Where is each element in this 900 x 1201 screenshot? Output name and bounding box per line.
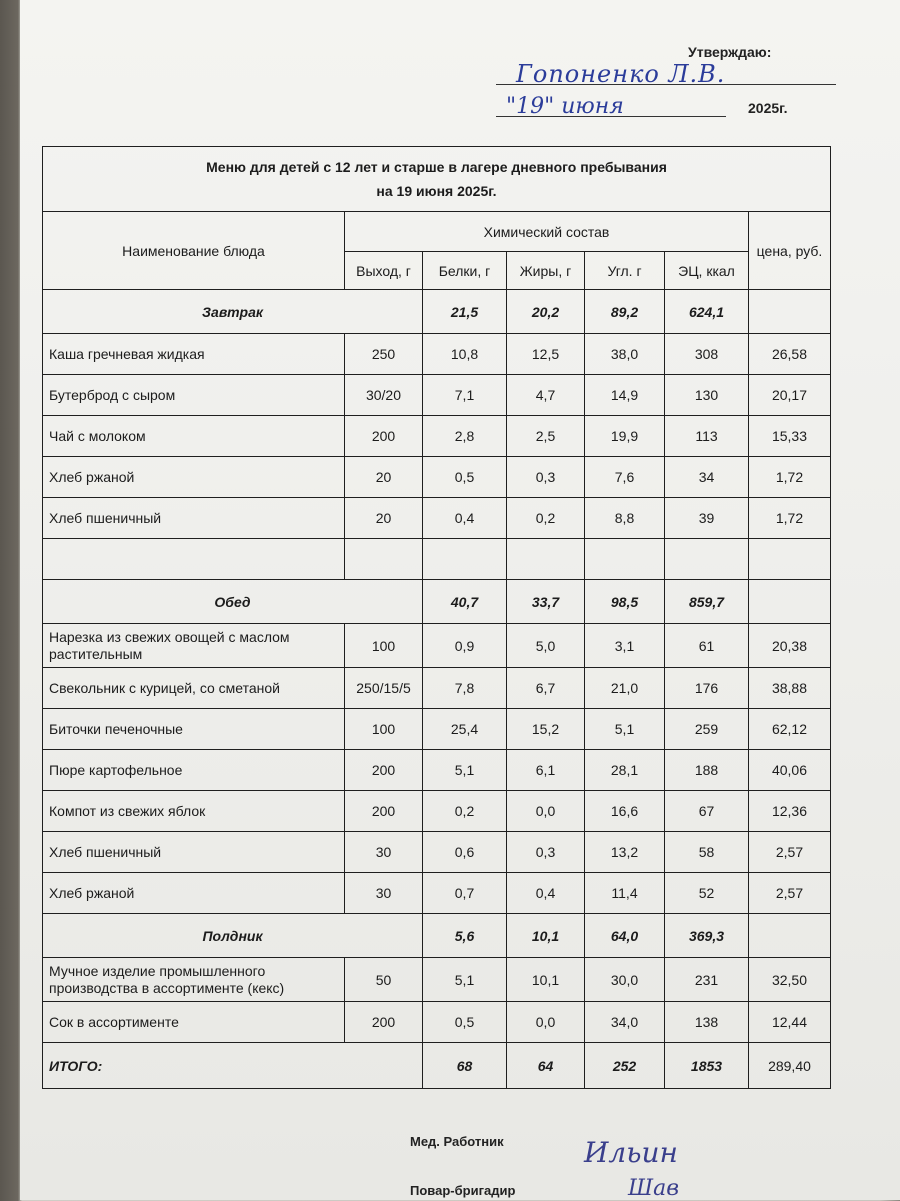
dish-yield: 200 <box>345 750 423 791</box>
dish-yield: 20 <box>345 457 423 498</box>
dish-yield: 20 <box>345 498 423 539</box>
dish-name: Биточки печеночные <box>43 709 345 750</box>
dish-carb: 19,9 <box>585 416 665 457</box>
dish-protein: 5,1 <box>423 958 507 1002</box>
total-fat: 64 <box>507 1043 585 1089</box>
dish-price: 12,36 <box>749 791 831 832</box>
dish-energy: 58 <box>665 832 749 873</box>
dish-price: 15,33 <box>749 416 831 457</box>
table-row <box>43 873 831 914</box>
col-header-chem: Химический состав <box>345 212 749 252</box>
dish-price: 12,44 <box>749 1002 831 1043</box>
dish-price <box>749 539 831 580</box>
col-header-yield: Выход, г <box>345 252 423 290</box>
dish-energy: 39 <box>665 498 749 539</box>
dish-protein: 25,4 <box>423 709 507 750</box>
dish-price: 2,57 <box>749 832 831 873</box>
dish-carb: 16,6 <box>585 791 665 832</box>
section-carb: 64,0 <box>585 914 665 958</box>
dish-name: Сок в ассортименте <box>43 1002 345 1043</box>
dish-protein: 0,5 <box>423 457 507 498</box>
dish-energy: 188 <box>665 750 749 791</box>
table-row <box>43 457 831 498</box>
total-row <box>43 1043 831 1089</box>
dish-name: Компот из свежих яблок <box>43 791 345 832</box>
dish-protein: 0,5 <box>423 1002 507 1043</box>
col-header-price: цена, руб. <box>749 212 831 290</box>
section-protein: 21,5 <box>423 290 507 334</box>
dish-name: Свекольник с курицей, со сметаной <box>43 668 345 709</box>
dish-protein: 7,1 <box>423 375 507 416</box>
section-energy: 369,3 <box>665 914 749 958</box>
dish-name: Мучное изделие промышленного производства в ассортименте (кекс) <box>43 958 345 1002</box>
table-row <box>43 498 831 539</box>
dish-energy: 130 <box>665 375 749 416</box>
dish-name <box>43 539 345 580</box>
dish-fat: 0,3 <box>507 457 585 498</box>
table-row <box>43 709 831 750</box>
section-name: Обед <box>43 580 423 624</box>
dish-energy: 52 <box>665 873 749 914</box>
col-header-fat: Жиры, г <box>507 252 585 290</box>
section-price <box>749 290 831 334</box>
dish-name: Нарезка из свежих овощей с маслом растительным <box>43 624 345 668</box>
dish-fat: 6,7 <box>507 668 585 709</box>
table-row <box>43 539 831 580</box>
dish-yield: 250 <box>345 334 423 375</box>
dish-fat: 0,4 <box>507 873 585 914</box>
section-protein: 5,6 <box>423 914 507 958</box>
col-header-protein: Белки, г <box>423 252 507 290</box>
dish-energy: 67 <box>665 791 749 832</box>
dish-yield: 200 <box>345 416 423 457</box>
section-row <box>43 290 831 334</box>
dish-yield: 200 <box>345 791 423 832</box>
dish-protein <box>423 539 507 580</box>
approve-date: "19" июня <box>506 94 624 119</box>
col-header-carb: Угл. г <box>585 252 665 290</box>
dish-fat: 0,0 <box>507 791 585 832</box>
dish-carb: 34,0 <box>585 1002 665 1043</box>
col-header-dish: Наименование блюда <box>43 212 345 290</box>
dish-price: 32,50 <box>749 958 831 1002</box>
dish-carb: 11,4 <box>585 873 665 914</box>
dish-protein: 0,2 <box>423 791 507 832</box>
dish-fat: 0,3 <box>507 832 585 873</box>
dish-yield: 100 <box>345 624 423 668</box>
dish-carb: 13,2 <box>585 832 665 873</box>
section-name: Завтрак <box>43 290 423 334</box>
dish-name: Хлеб пшеничный <box>43 832 345 873</box>
dish-name: Хлеб ржаной <box>43 457 345 498</box>
dish-protein: 10,8 <box>423 334 507 375</box>
dish-price: 26,58 <box>749 334 831 375</box>
dish-fat: 15,2 <box>507 709 585 750</box>
dish-yield: 30 <box>345 873 423 914</box>
dish-name: Каша гречневая жидкая <box>43 334 345 375</box>
table-row <box>43 375 831 416</box>
dish-yield: 100 <box>345 709 423 750</box>
menu-table <box>42 146 831 1089</box>
dish-fat: 12,5 <box>507 334 585 375</box>
section-fat: 20,2 <box>507 290 585 334</box>
dish-price: 2,57 <box>749 873 831 914</box>
table-row <box>43 791 831 832</box>
dish-energy: 259 <box>665 709 749 750</box>
dish-protein: 0,4 <box>423 498 507 539</box>
dish-fat: 5,0 <box>507 624 585 668</box>
total-label: ИТОГО: <box>43 1043 423 1089</box>
approve-signature: Гопоненко Л.В. <box>516 60 726 88</box>
dish-carb: 5,1 <box>585 709 665 750</box>
dish-fat: 2,5 <box>507 416 585 457</box>
dish-price: 20,38 <box>749 624 831 668</box>
section-row <box>43 580 831 624</box>
dish-protein: 0,9 <box>423 624 507 668</box>
dish-fat: 6,1 <box>507 750 585 791</box>
dish-carb: 7,6 <box>585 457 665 498</box>
table-row <box>43 832 831 873</box>
table-row <box>43 958 831 1002</box>
section-name: Полдник <box>43 914 423 958</box>
dish-yield: 30/20 <box>345 375 423 416</box>
dish-energy: 176 <box>665 668 749 709</box>
dish-protein: 2,8 <box>423 416 507 457</box>
dish-name: Хлеб пшеничный <box>43 498 345 539</box>
dish-protein: 7,8 <box>423 668 507 709</box>
dish-protein: 0,7 <box>423 873 507 914</box>
dish-fat: 0,0 <box>507 1002 585 1043</box>
dish-price: 38,88 <box>749 668 831 709</box>
dish-energy: 34 <box>665 457 749 498</box>
dish-carb: 21,0 <box>585 668 665 709</box>
dish-name: Чай с молоком <box>43 416 345 457</box>
dish-carb: 3,1 <box>585 624 665 668</box>
dish-energy: 113 <box>665 416 749 457</box>
dish-energy: 231 <box>665 958 749 1002</box>
dish-fat <box>507 539 585 580</box>
dish-carb: 8,8 <box>585 498 665 539</box>
dish-energy <box>665 539 749 580</box>
dish-yield: 200 <box>345 1002 423 1043</box>
dish-carb: 38,0 <box>585 334 665 375</box>
dish-price: 1,72 <box>749 457 831 498</box>
dish-price: 1,72 <box>749 498 831 539</box>
total-carb: 252 <box>585 1043 665 1089</box>
dish-carb: 28,1 <box>585 750 665 791</box>
section-fat: 10,1 <box>507 914 585 958</box>
section-fat: 33,7 <box>507 580 585 624</box>
dish-name: Бутерброд с сыром <box>43 375 345 416</box>
dish-price: 20,17 <box>749 375 831 416</box>
total-price: 289,40 <box>749 1043 831 1089</box>
section-carb: 89,2 <box>585 290 665 334</box>
dish-carb <box>585 539 665 580</box>
total-energy: 1853 <box>665 1043 749 1089</box>
menu-title <box>43 147 831 212</box>
dish-name: Хлеб ржаной <box>43 873 345 914</box>
med-worker-signature: Ильин <box>584 1136 678 1169</box>
dish-name: Пюре картофельное <box>43 750 345 791</box>
table-row <box>43 334 831 375</box>
section-carb: 98,5 <box>585 580 665 624</box>
dish-carb: 14,9 <box>585 375 665 416</box>
section-energy: 624,1 <box>665 290 749 334</box>
menu-title-line1: Меню для детей с 12 лет и старше в лагере дневного пребывания <box>206 159 667 175</box>
table-row <box>43 1002 831 1043</box>
table-row <box>43 750 831 791</box>
cook-signature: Шав <box>628 1176 680 1201</box>
dish-protein: 5,1 <box>423 750 507 791</box>
dish-energy: 308 <box>665 334 749 375</box>
total-protein: 68 <box>423 1043 507 1089</box>
cook-label: Повар-бригадир <box>410 1183 516 1198</box>
dish-fat: 4,7 <box>507 375 585 416</box>
table-row <box>43 668 831 709</box>
dish-yield: 250/15/5 <box>345 668 423 709</box>
dish-protein: 0,6 <box>423 832 507 873</box>
approve-year: 2025г. <box>748 100 788 116</box>
dish-carb: 30,0 <box>585 958 665 1002</box>
section-price <box>749 580 831 624</box>
section-protein: 40,7 <box>423 580 507 624</box>
dish-yield: 50 <box>345 958 423 1002</box>
table-row <box>43 624 831 668</box>
dish-yield <box>345 539 423 580</box>
approve-label: Утверждаю: <box>688 44 772 60</box>
dish-yield: 30 <box>345 832 423 873</box>
dish-price: 40,06 <box>749 750 831 791</box>
menu-title-line2: на 19 июня 2025г. <box>376 183 497 199</box>
section-price <box>749 914 831 958</box>
section-energy: 859,7 <box>665 580 749 624</box>
dish-energy: 138 <box>665 1002 749 1043</box>
dish-fat: 10,1 <box>507 958 585 1002</box>
dish-fat: 0,2 <box>507 498 585 539</box>
col-header-energy: ЭЦ, ккал <box>665 252 749 290</box>
section-row <box>43 914 831 958</box>
table-row <box>43 416 831 457</box>
med-worker-label: Мед. Работник <box>410 1134 504 1149</box>
dish-energy: 61 <box>665 624 749 668</box>
dish-price: 62,12 <box>749 709 831 750</box>
